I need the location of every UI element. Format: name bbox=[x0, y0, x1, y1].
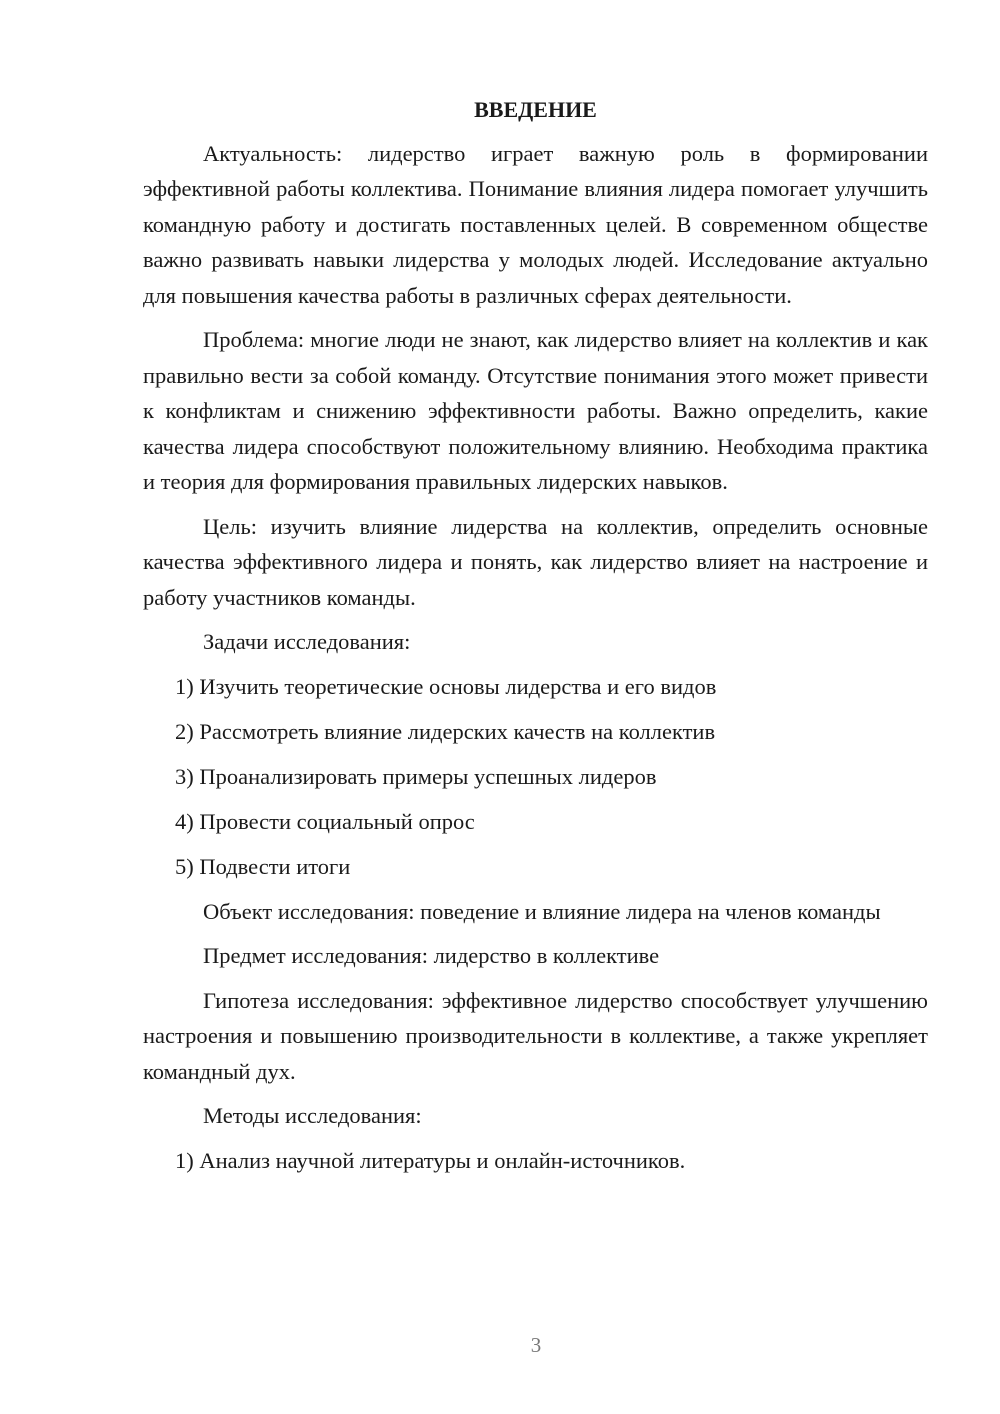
page-number: 3 bbox=[530, 1333, 542, 1357]
problem-paragraph: Проблема: многие люди не знают, как лидерство влияет на коллектив и как правильно вести за собой команду. Отсутствие понимания этого может привести к конфликтам и снижению эффективности работы. Важно определить, какие качества лидера способствуют положительному влиянию. Необходима практика и теория для формирования правильных лидерских навыков. bbox=[143, 327, 928, 494]
subject-paragraph: Предмет исследования: лидерство в коллективе bbox=[203, 943, 660, 968]
goal-paragraph: Цель: изучить влияние лидерства на коллектив, определить основные качества эффективного лидера и понять, как лидерство влияет на настроение и работу участников команды. bbox=[143, 513, 928, 610]
text-column bbox=[143, 92, 928, 1188]
page-title: ВВЕДЕНИЕ bbox=[474, 97, 597, 122]
tasks-list bbox=[143, 669, 928, 885]
list-item: 2) Рассмотреть влияние лидерских качеств на коллектив bbox=[175, 718, 716, 744]
list-item: 4) Провести социальный опрос bbox=[175, 808, 475, 834]
list-item: 5) Подвести итоги bbox=[175, 853, 351, 879]
list-item: 1) Изучить теоретические основы лидерства и его видов bbox=[175, 673, 717, 699]
list-item: 3) Проанализировать примеры успешных лидеров bbox=[175, 763, 657, 789]
hypothesis-paragraph: Гипотеза исследования: эффективное лидерство способствует улучшению настроения и повышению производительности в коллективе, а также укрепляет командный дух. bbox=[143, 987, 928, 1084]
relevance-paragraph: Актуальность: лидерство играет важную роль в формировании эффективной работы коллектива. Понимание влияния лидера помогает улучшить командную работу и достигать поставленных целей. В современном обществе важно развивать навыки лидерства у молодых людей. Исследование актуально для повышения качества работы в различных сферах деятельности. bbox=[143, 140, 928, 308]
methods-list bbox=[143, 1143, 928, 1179]
list-item: 1) Анализ научной литературы и онлайн-источников. bbox=[175, 1147, 686, 1173]
tasks-label: Задачи исследования: bbox=[203, 629, 411, 654]
methods-label: Методы исследования: bbox=[203, 1103, 422, 1128]
object-paragraph: Объект исследования: поведение и влияние лидера на членов команды bbox=[203, 898, 881, 924]
